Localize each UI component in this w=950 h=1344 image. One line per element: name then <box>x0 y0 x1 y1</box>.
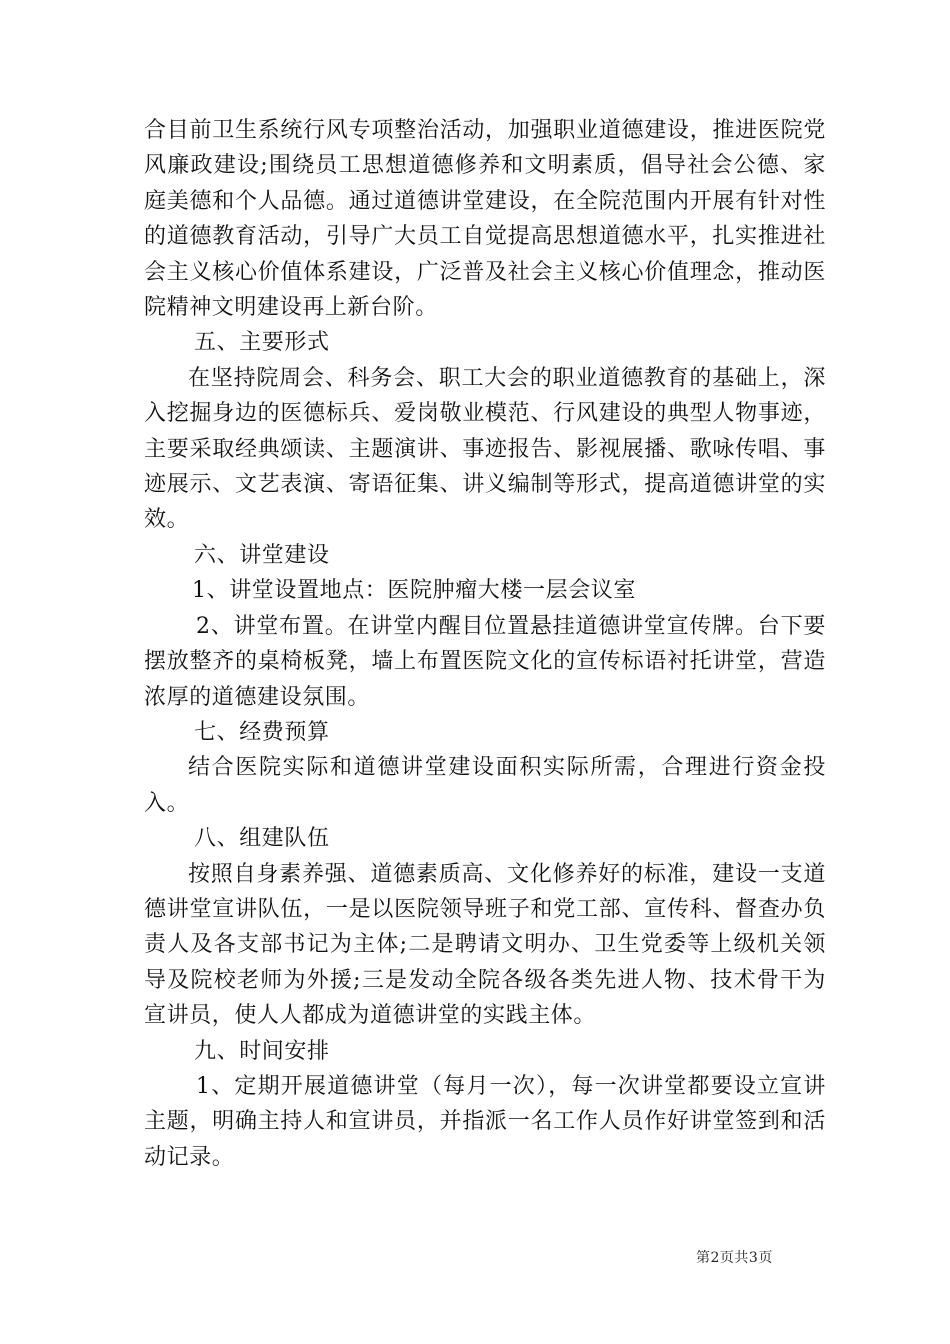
paragraph-continuation: 合目前卫生系统行风专项整治活动，加强职业道德建设，推进医院党风廉政建设;围绕员工思想道德修养和文明素质，倡导社会公德、家庭美德和个人品德。通过道德讲堂建设，在全院范围内开展有针对性的道德教育活动，引导广大员工自觉提高思想道德水平，扎实推进社会主义核心价值体系建设，广泛普及社会主义核心价值理念，推动医院精神文明建设再上新台阶。 <box>144 118 826 321</box>
section-heading-team: 八、组建队伍 <box>194 826 330 852</box>
paragraph-team: 按照自身素养强、道德素质高、文化修养好的标准，建设一支道德讲堂宣讲队伍，一是以医院领导班子和党工部、宣传科、督查办负责人及各支部书记为主体;二是聘请文明办、卫生党委等上级机关领导及院校老师为外援;三是发动全院各级各类先进人物、技术骨干为宣讲员，使人人都成为道德讲堂的实践主体。 <box>144 861 826 1029</box>
list-item-schedule: 1、定期开展道德讲堂（每月一次），每一次讲堂都要设立宣讲主题，明确主持人和宣讲员，并指派一名工作人员作好讲堂签到和活动记录。 <box>144 1073 826 1170</box>
section-heading-schedule: 九、时间安排 <box>194 1038 330 1064</box>
section-heading-budget: 七、经费预算 <box>194 719 330 745</box>
document-body <box>144 113 826 1175</box>
section-heading-main-forms: 五、主要形式 <box>194 330 330 356</box>
paragraph-budget: 结合医院实际和道德讲堂建设面积实际所需，合理进行资金投入。 <box>144 755 826 816</box>
paragraph-main-forms: 在坚持院周会、科务会、职工大会的职业道德教育的基础上，深入挖掘身边的医德标兵、爱岗敬业模范、行风建设的典型人物事迹，主要采取经典颂读、主题演讲、事迹报告、影视展播、歌咏传唱、事迹展示、文艺表演、寄语征集、讲义编制等形式，提高道德讲堂的实效。 <box>144 365 826 533</box>
section-heading-lecture-hall: 六、讲堂建设 <box>194 542 330 568</box>
list-item-location: 1、讲堂设置地点：医院肿瘤大楼一层会议室 <box>192 578 636 604</box>
list-item-layout: 2、讲堂布置。在讲堂内醒目位置悬挂道德讲堂宣传牌。台下要摆放整齐的桌椅板凳，墙上布置医院文化的宣传标语衬托讲堂，营造浓厚的道德建设氛围。 <box>144 613 826 710</box>
page-number: 第2页共3页 <box>696 1250 773 1266</box>
